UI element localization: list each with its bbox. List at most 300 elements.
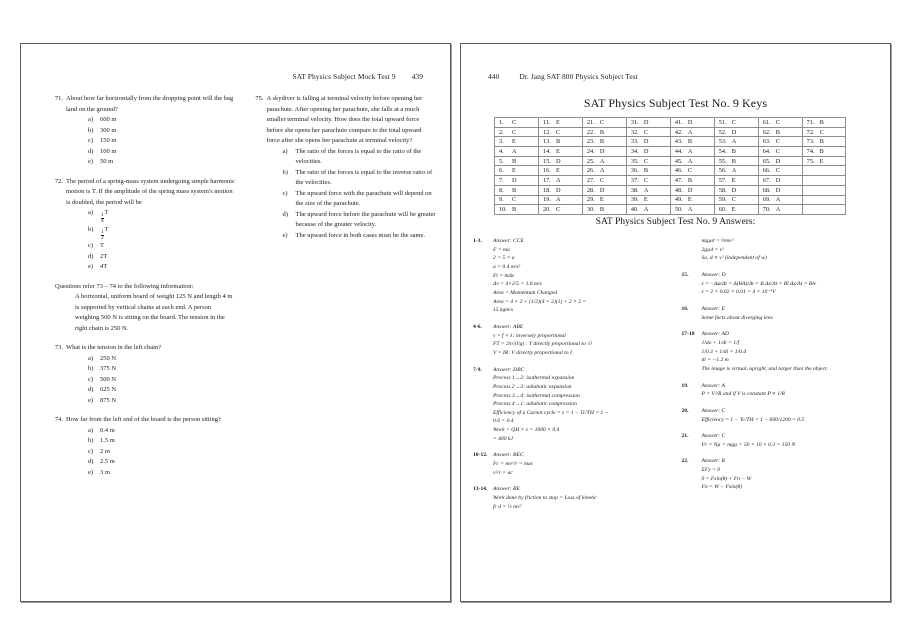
answer-key-number: 17. bbox=[542, 176, 551, 184]
answer-key-number: 36. bbox=[630, 167, 639, 175]
choice-74-c[interactable] bbox=[88, 447, 236, 458]
answer-key-letter: D bbox=[643, 147, 649, 155]
answer-key-letter: D bbox=[687, 186, 693, 194]
answer-key-letter: C bbox=[643, 157, 649, 165]
answer-key-number: 53. bbox=[718, 138, 727, 146]
choice-72-c-letter: c) bbox=[88, 242, 94, 250]
answer-entry-number: 21. bbox=[681, 433, 689, 440]
choice-73-e[interactable] bbox=[88, 396, 236, 407]
answer-key-letter: E bbox=[555, 118, 560, 126]
answer-key-letter: A bbox=[555, 196, 561, 204]
choice-71-c-text: 150 m bbox=[100, 137, 117, 145]
answer-key-letter: A bbox=[643, 186, 649, 194]
choice-74-d-letter: d) bbox=[88, 458, 94, 466]
choice-73-b-text: 375 N bbox=[100, 365, 117, 373]
answer-line: P = V²/R and if V is constant P ∝ 1/R bbox=[701, 391, 786, 398]
answer-key-number: 58. bbox=[718, 186, 727, 194]
answer-key-number: 54. bbox=[718, 147, 727, 155]
answer-key-letter: A bbox=[599, 157, 605, 165]
answer-key-letter: C bbox=[819, 128, 824, 136]
answer-entry-body bbox=[702, 237, 881, 263]
answer-line: Answer: B bbox=[701, 458, 725, 465]
question-73-number: 73. bbox=[54, 344, 63, 352]
choice-74-e[interactable] bbox=[88, 468, 236, 479]
choice-73-d-letter: d) bbox=[88, 386, 94, 394]
answer-key-cell bbox=[714, 147, 758, 157]
answer-key-letter: D bbox=[555, 157, 561, 165]
choice-72-a-fraction bbox=[101, 213, 105, 225]
answer-key-number: 52. bbox=[718, 128, 727, 136]
answer-key-cell bbox=[758, 137, 802, 147]
choice-71-c[interactable] bbox=[88, 136, 236, 147]
answer-key-number: 57. bbox=[718, 176, 727, 184]
answer-key-cell bbox=[802, 176, 845, 186]
answer-entry bbox=[682, 330, 881, 373]
answer-key-number: 21. bbox=[586, 118, 595, 126]
answer-line: F = ma bbox=[493, 246, 510, 253]
answer-keys-row bbox=[495, 156, 846, 166]
answer-key-number: 66. bbox=[762, 167, 771, 175]
answer-key-cell bbox=[758, 185, 802, 195]
choice-71-a[interactable] bbox=[88, 115, 236, 126]
answer-key-letter: B bbox=[687, 176, 693, 184]
answer-key-cell bbox=[802, 205, 845, 215]
question-72-choices bbox=[66, 208, 236, 273]
answer-key-number: 38. bbox=[630, 186, 639, 194]
choice-71-e[interactable] bbox=[88, 157, 236, 168]
answer-keys-row bbox=[495, 137, 846, 147]
answer-key-cell bbox=[802, 185, 845, 195]
choice-72-e-letter: e) bbox=[88, 263, 94, 271]
answer-key-letter: B bbox=[599, 206, 605, 214]
answer-key-cell bbox=[538, 127, 582, 137]
answer-key-number: 27. bbox=[586, 176, 595, 184]
left-page-running-head bbox=[293, 72, 423, 81]
answer-key-cell bbox=[802, 166, 845, 176]
answer-line: Answer: D bbox=[701, 271, 726, 278]
answer-key-letter: A bbox=[731, 138, 737, 146]
question-71-body bbox=[66, 94, 236, 168]
answer-key-cell bbox=[670, 118, 714, 128]
answer-key-cell bbox=[714, 156, 758, 166]
answer-key-number: 30. bbox=[586, 206, 595, 214]
answer-line: Work = QH × ε = 1000 × 0.4 bbox=[493, 427, 560, 434]
answer-key-cell bbox=[582, 156, 626, 166]
answer-key-letter: A bbox=[599, 167, 605, 175]
answer-entry bbox=[682, 382, 881, 399]
answer-key-number: 35. bbox=[630, 157, 639, 165]
answer-key-cell bbox=[758, 205, 802, 215]
answer-key-number: 43. bbox=[674, 138, 683, 146]
choice-71-a-letter: a) bbox=[88, 116, 94, 124]
answer-key-cell bbox=[582, 176, 626, 186]
answer-key-cell bbox=[714, 205, 758, 215]
question-74-number: 74. bbox=[54, 416, 63, 424]
answer-key-letter: C bbox=[512, 128, 517, 136]
choice-73-d[interactable] bbox=[88, 385, 236, 396]
answer-key-cell bbox=[626, 118, 670, 128]
answer-key-cell bbox=[714, 127, 758, 137]
choice-74-e-letter: e) bbox=[88, 468, 94, 476]
choice-75-a-letter: a) bbox=[282, 147, 288, 155]
answer-key-cell bbox=[626, 195, 670, 205]
answer-key-number: 48. bbox=[674, 186, 683, 194]
answer-key-number: 55. bbox=[718, 157, 727, 165]
answer-key-cell bbox=[495, 185, 539, 195]
answer-line: Process 2→3: adiabatic expansion bbox=[493, 383, 572, 390]
choice-73-c-letter: c) bbox=[88, 375, 94, 383]
choice-75-e-text: The upward force in both cases must be the same. bbox=[295, 231, 426, 239]
answer-line: Answer: C bbox=[701, 433, 726, 440]
question-75-choices bbox=[267, 147, 437, 242]
choice-75-a-text: The ratio of the forces is equal to the ratio of the velocities. bbox=[295, 147, 422, 166]
answer-key-cell bbox=[582, 118, 626, 128]
choice-72-d[interactable] bbox=[88, 252, 236, 263]
answer-key-letter: E bbox=[687, 196, 692, 204]
answer-key-letter: B bbox=[512, 186, 517, 194]
question-73-body bbox=[66, 343, 236, 406]
choice-72-a[interactable] bbox=[88, 208, 236, 225]
answer-entry-number: 16. bbox=[681, 305, 689, 312]
answer-key-letter: A bbox=[687, 147, 693, 155]
answer-line: fr d = ½ mv² bbox=[493, 503, 522, 510]
answer-key-number: 12. bbox=[542, 128, 551, 136]
question-74 bbox=[51, 415, 236, 478]
answer-entry-number: 20. bbox=[681, 407, 689, 414]
choice-73-a[interactable] bbox=[88, 354, 236, 365]
answer-line: Area = 4 × 2 + (1/2)(4 + 2)(1) + 2 × 2 = bbox=[493, 298, 587, 305]
answer-entry-number bbox=[682, 237, 702, 263]
answer-key-number: 46. bbox=[674, 167, 683, 175]
choice-72-e-text: 4T bbox=[100, 263, 108, 271]
answer-key-letter: D bbox=[731, 186, 737, 194]
answer-line: FT = 2π√(l/g) : T directly proportional to √l bbox=[493, 341, 592, 348]
answer-line: Answer: DBC bbox=[493, 366, 525, 373]
passage-lead: Questions refer 73 – 74 to the following information: bbox=[55, 282, 194, 290]
answer-line: ε = 2 × 0.02 × 0.01 = 4 × 10⁻⁴V bbox=[701, 289, 776, 296]
question-column-2 bbox=[252, 94, 437, 488]
question-74-stem: How far from the left end of the board is the person sitting? bbox=[66, 416, 221, 424]
answer-key-letter: D bbox=[687, 118, 693, 126]
answer-key-number: 62. bbox=[762, 128, 771, 136]
answer-key-number: 73. bbox=[806, 138, 815, 146]
answer-line: The image is virtual, upright, and larger than the object. bbox=[701, 365, 829, 372]
answer-line: Answer: ABE bbox=[493, 323, 524, 330]
answer-line: v²/r = ac bbox=[493, 469, 513, 476]
passage-73-74 bbox=[51, 282, 236, 335]
answer-key-cell bbox=[758, 156, 802, 166]
question-73-stem: What is the tension in the left chain? bbox=[66, 344, 162, 352]
answer-key-cell bbox=[538, 137, 582, 147]
choice-71-b-text: 300 m bbox=[100, 126, 117, 134]
choice-73-a-letter: a) bbox=[88, 354, 94, 362]
answer-entry bbox=[473, 485, 672, 511]
answer-entry-number: 10-12. bbox=[473, 452, 488, 459]
answer-entry bbox=[473, 366, 672, 444]
answer-entry bbox=[473, 237, 672, 315]
answer-line: 1/do + 1/di = 1/f bbox=[701, 339, 740, 346]
answer-key-number: 74. bbox=[806, 147, 815, 155]
answer-key-cell bbox=[626, 205, 670, 215]
answer-line: Answer: CCE bbox=[493, 238, 524, 244]
answer-key-letter: C bbox=[731, 118, 736, 126]
answers-column-1 bbox=[473, 237, 672, 519]
answer-key-number: 33. bbox=[630, 138, 639, 146]
answer-key-letter: D bbox=[599, 186, 605, 194]
answer-key-letter: B bbox=[819, 138, 824, 146]
answer-key-letter: B bbox=[512, 206, 517, 214]
choice-72-b[interactable] bbox=[88, 225, 236, 242]
answer-key-letter: B bbox=[512, 157, 517, 165]
answer-key-number: 72. bbox=[806, 128, 815, 136]
choice-72-b-fraction bbox=[101, 230, 105, 242]
answer-key-letter: C bbox=[775, 147, 780, 155]
answer-keys-row bbox=[495, 127, 846, 137]
answer-key-number: 28. bbox=[586, 186, 595, 194]
choice-74-b-letter: b) bbox=[88, 437, 94, 445]
answer-key-cell bbox=[758, 166, 802, 176]
answer-key-letter: E bbox=[512, 138, 516, 146]
question-75-number: 75. bbox=[255, 95, 264, 102]
answer-key-letter: B bbox=[819, 147, 824, 155]
answer-key-number: 1. bbox=[499, 118, 504, 126]
answer-line: Efficiency of a Carnot cycle = ε = 1 − Tc/TH = 1 − bbox=[493, 409, 609, 416]
answer-key-letter: C bbox=[512, 196, 517, 204]
choice-72-b-text bbox=[100, 225, 236, 242]
answer-entry bbox=[682, 432, 881, 449]
question-75-stem: A skydiver is falling at terminal velocity before opening her parachute. After opening her parachute, she falls at a much smaller terminal velocity. How does the total upward force before she opens her parachute compare to the total upward force after she opens her parachute at terminal velocity? bbox=[266, 95, 423, 145]
answer-key-cell bbox=[582, 195, 626, 205]
choice-71-d-text: 100 m bbox=[100, 147, 117, 155]
answer-line: Efficiency = 1 − Tc/TH = 1 − 600/1200 = 0.5 bbox=[701, 416, 805, 423]
choice-75-d-text: The upward force before the parachute will be greater because of the greater velocity. bbox=[295, 210, 436, 229]
answer-key-cell bbox=[582, 166, 626, 176]
answer-line: ΣFy = 0 bbox=[701, 467, 721, 474]
answer-line: v = f × λ: inversely proportional bbox=[493, 332, 566, 339]
answer-key-number: 67. bbox=[762, 176, 771, 184]
choice-71-e-letter: e) bbox=[88, 158, 94, 166]
choice-71-d-letter: d) bbox=[88, 147, 94, 155]
choice-71-a-text: 600 m bbox=[100, 116, 117, 124]
answer-key-letter: C bbox=[731, 196, 736, 204]
answer-key-number: 44. bbox=[674, 147, 683, 155]
choice-75-a[interactable] bbox=[283, 147, 437, 168]
answer-line: Answer: BEC bbox=[493, 452, 524, 459]
answer-entry-body bbox=[702, 407, 881, 424]
answer-key-number: 20. bbox=[542, 206, 551, 214]
answer-key-number: 61. bbox=[762, 118, 771, 126]
answer-key-letter: B bbox=[687, 138, 693, 146]
answer-line: Process 4→1: adiabatic compression bbox=[493, 401, 577, 408]
answer-line: Process 3→4: isothermal compression bbox=[493, 392, 580, 399]
choice-71-d[interactable] bbox=[88, 147, 236, 158]
answer-key-number: 13. bbox=[542, 138, 551, 146]
left-page bbox=[20, 43, 451, 602]
answer-key-letter: E bbox=[555, 147, 560, 155]
answer-key-cell bbox=[758, 176, 802, 186]
answers-column-2 bbox=[682, 237, 881, 519]
answer-entry-body bbox=[493, 485, 672, 511]
answer-keys-row bbox=[495, 176, 846, 186]
answer-key-number: 25. bbox=[586, 157, 595, 165]
answer-key-cell bbox=[495, 118, 539, 128]
choice-72-e[interactable] bbox=[88, 262, 236, 273]
answer-keys-row bbox=[495, 205, 846, 215]
answer-key-cell bbox=[582, 127, 626, 137]
choice-75-c-letter: c) bbox=[282, 189, 288, 197]
answer-key-letter: A bbox=[687, 157, 693, 165]
answer-key-number: 5. bbox=[499, 157, 504, 165]
answer-key-number: 51. bbox=[718, 118, 727, 126]
answer-key-cell bbox=[670, 147, 714, 157]
choice-75-c-text: The upward force with the parachute will depend on the size of the parachute. bbox=[295, 189, 432, 208]
answer-key-number: 49. bbox=[674, 196, 683, 204]
answer-entry bbox=[473, 323, 672, 358]
answer-key-letter: C bbox=[775, 118, 780, 126]
answer-key-cell bbox=[670, 137, 714, 147]
answer-key-number: 18. bbox=[542, 186, 551, 194]
choice-73-c[interactable] bbox=[88, 375, 236, 386]
question-71-number: 71. bbox=[54, 95, 63, 102]
answer-entry-body bbox=[702, 382, 881, 399]
answer-key-letter: A bbox=[687, 206, 693, 214]
answer-entry-number: 7-9. bbox=[473, 366, 482, 373]
answer-key-number: 29. bbox=[586, 196, 595, 204]
answer-line: Answer: BE bbox=[493, 486, 520, 493]
question-71-choices bbox=[66, 115, 236, 168]
question-72 bbox=[51, 177, 236, 273]
answer-line: Area = Momentum Changed bbox=[493, 289, 558, 296]
answer-line: 15 kgm/s bbox=[493, 307, 514, 314]
choice-75-c[interactable] bbox=[283, 189, 437, 210]
answer-line: 0 = Fsin(θ) + Fn − W bbox=[701, 475, 752, 482]
answer-key-letter: D bbox=[555, 186, 561, 194]
answer-key-letter: C bbox=[775, 138, 780, 146]
answer-key-letter: B bbox=[599, 128, 605, 136]
answer-key-cell bbox=[714, 176, 758, 186]
answer-entry bbox=[682, 457, 881, 492]
answer-key-letter: A bbox=[731, 167, 737, 175]
answer-key-letter: D bbox=[775, 186, 781, 194]
answer-line: 0.6 = 0.4 bbox=[493, 418, 514, 425]
answer-key-number: 59. bbox=[718, 196, 727, 204]
answer-key-letter: D bbox=[643, 138, 649, 146]
answer-key-cell bbox=[538, 205, 582, 215]
answer-key-number: 65. bbox=[762, 157, 771, 165]
choice-74-a[interactable] bbox=[88, 426, 236, 437]
answer-keys-row bbox=[495, 166, 846, 176]
answer-line: = 400 kJ bbox=[493, 435, 513, 442]
answer-key-letter: D bbox=[775, 157, 781, 165]
answer-keys-row bbox=[495, 185, 846, 195]
answer-line: di = −1.2 m bbox=[701, 357, 729, 364]
answer-key-number: 8. bbox=[499, 186, 504, 194]
answer-entry bbox=[682, 407, 881, 424]
answer-key-number: 42. bbox=[674, 128, 683, 136]
choice-74-a-text: 0.4 m bbox=[100, 426, 115, 434]
answer-entry-number: 13-14. bbox=[473, 486, 488, 493]
answer-key-cell bbox=[670, 127, 714, 137]
answer-line: Answer: AD bbox=[701, 331, 729, 338]
answer-key-cell bbox=[538, 147, 582, 157]
answer-key-letter: C bbox=[599, 118, 605, 126]
answer-key-number: 40. bbox=[630, 206, 639, 214]
answer-key-number: 19. bbox=[542, 196, 551, 204]
answer-entry-number: 15. bbox=[681, 271, 689, 278]
choice-72-b-unit: T bbox=[104, 225, 109, 233]
choice-72-c[interactable] bbox=[88, 241, 236, 252]
answer-line: So, d ∝ v² (independent of w) bbox=[701, 255, 767, 262]
choice-75-e[interactable] bbox=[283, 231, 437, 242]
right-page-running-head bbox=[488, 72, 638, 81]
answer-key-cell bbox=[626, 185, 670, 195]
answer-key-cell bbox=[495, 147, 539, 157]
answer-entry-body bbox=[702, 271, 881, 297]
answer-key-cell bbox=[758, 118, 802, 128]
choice-74-d-text: 2.5 m bbox=[100, 458, 115, 466]
answer-key-cell bbox=[758, 195, 802, 205]
answer-line: ε = −Δφ/Δt = Δ(BA)/Δt = B Δx/Δt = Bl Δx/Δt = Blv bbox=[701, 280, 817, 287]
question-columns bbox=[51, 94, 436, 488]
answer-key-cell bbox=[582, 147, 626, 157]
answer-key-number: 4. bbox=[499, 147, 504, 155]
choice-73-c-text: 500 N bbox=[100, 375, 117, 383]
choice-74-c-text: 2 m bbox=[100, 447, 110, 455]
choice-75-d[interactable] bbox=[283, 210, 437, 231]
answer-key-number: 45. bbox=[674, 157, 683, 165]
choice-72-a-numerator: 1 bbox=[101, 212, 104, 219]
choice-74-b[interactable] bbox=[88, 436, 236, 447]
answer-key-letter: E bbox=[819, 157, 824, 165]
answer-key-number: 60. bbox=[718, 206, 727, 214]
answers-columns bbox=[473, 237, 880, 519]
answer-entry-body bbox=[702, 330, 881, 373]
choice-73-e-text: 875 N bbox=[100, 396, 117, 404]
answer-key-number: 16. bbox=[542, 167, 551, 175]
answer-line: Fn = W − Fsin(θ) bbox=[701, 484, 742, 491]
question-72-body bbox=[66, 177, 236, 273]
answer-line: Some facts about diverging lens bbox=[701, 314, 773, 321]
choice-73-d-text: 625 N bbox=[100, 386, 117, 394]
answer-key-number: 3. bbox=[499, 138, 504, 146]
answer-key-cell bbox=[538, 195, 582, 205]
answer-line: Ft = mΔv bbox=[493, 272, 515, 279]
answer-key-cell bbox=[626, 176, 670, 186]
choice-73-e-letter: e) bbox=[88, 396, 94, 404]
answer-key-number: 47. bbox=[674, 176, 683, 184]
answer-key-letter: C bbox=[512, 118, 517, 126]
answer-key-letter: E bbox=[731, 176, 736, 184]
choice-75-b[interactable] bbox=[283, 168, 437, 189]
answer-key-cell bbox=[495, 137, 539, 147]
choice-71-b[interactable] bbox=[88, 126, 236, 137]
choice-75-b-text: The ratio of the forces is equal to the inverse ratio of the velocities. bbox=[295, 168, 433, 187]
choice-71-e-text: 50 m bbox=[100, 158, 114, 166]
answer-key-cell bbox=[758, 127, 802, 137]
answer-line: Fc = mv²/r = mac bbox=[493, 461, 534, 468]
answer-key-cell bbox=[495, 205, 539, 215]
choice-73-b[interactable] bbox=[88, 364, 236, 375]
answer-key-letter: B bbox=[643, 167, 649, 175]
question-71-stem: About how far horizontally from the dropping point will the bag land on the ground? bbox=[66, 95, 234, 113]
choice-72-b-numerator: 1 bbox=[101, 228, 104, 235]
choice-72-d-letter: d) bbox=[88, 252, 94, 260]
answer-entry-number: 19. bbox=[681, 382, 689, 389]
choice-71-c-letter: c) bbox=[88, 137, 94, 145]
choice-74-d[interactable] bbox=[88, 457, 236, 468]
answer-key-number: 9. bbox=[499, 196, 504, 204]
answer-entry-number: 4-6. bbox=[473, 323, 482, 330]
